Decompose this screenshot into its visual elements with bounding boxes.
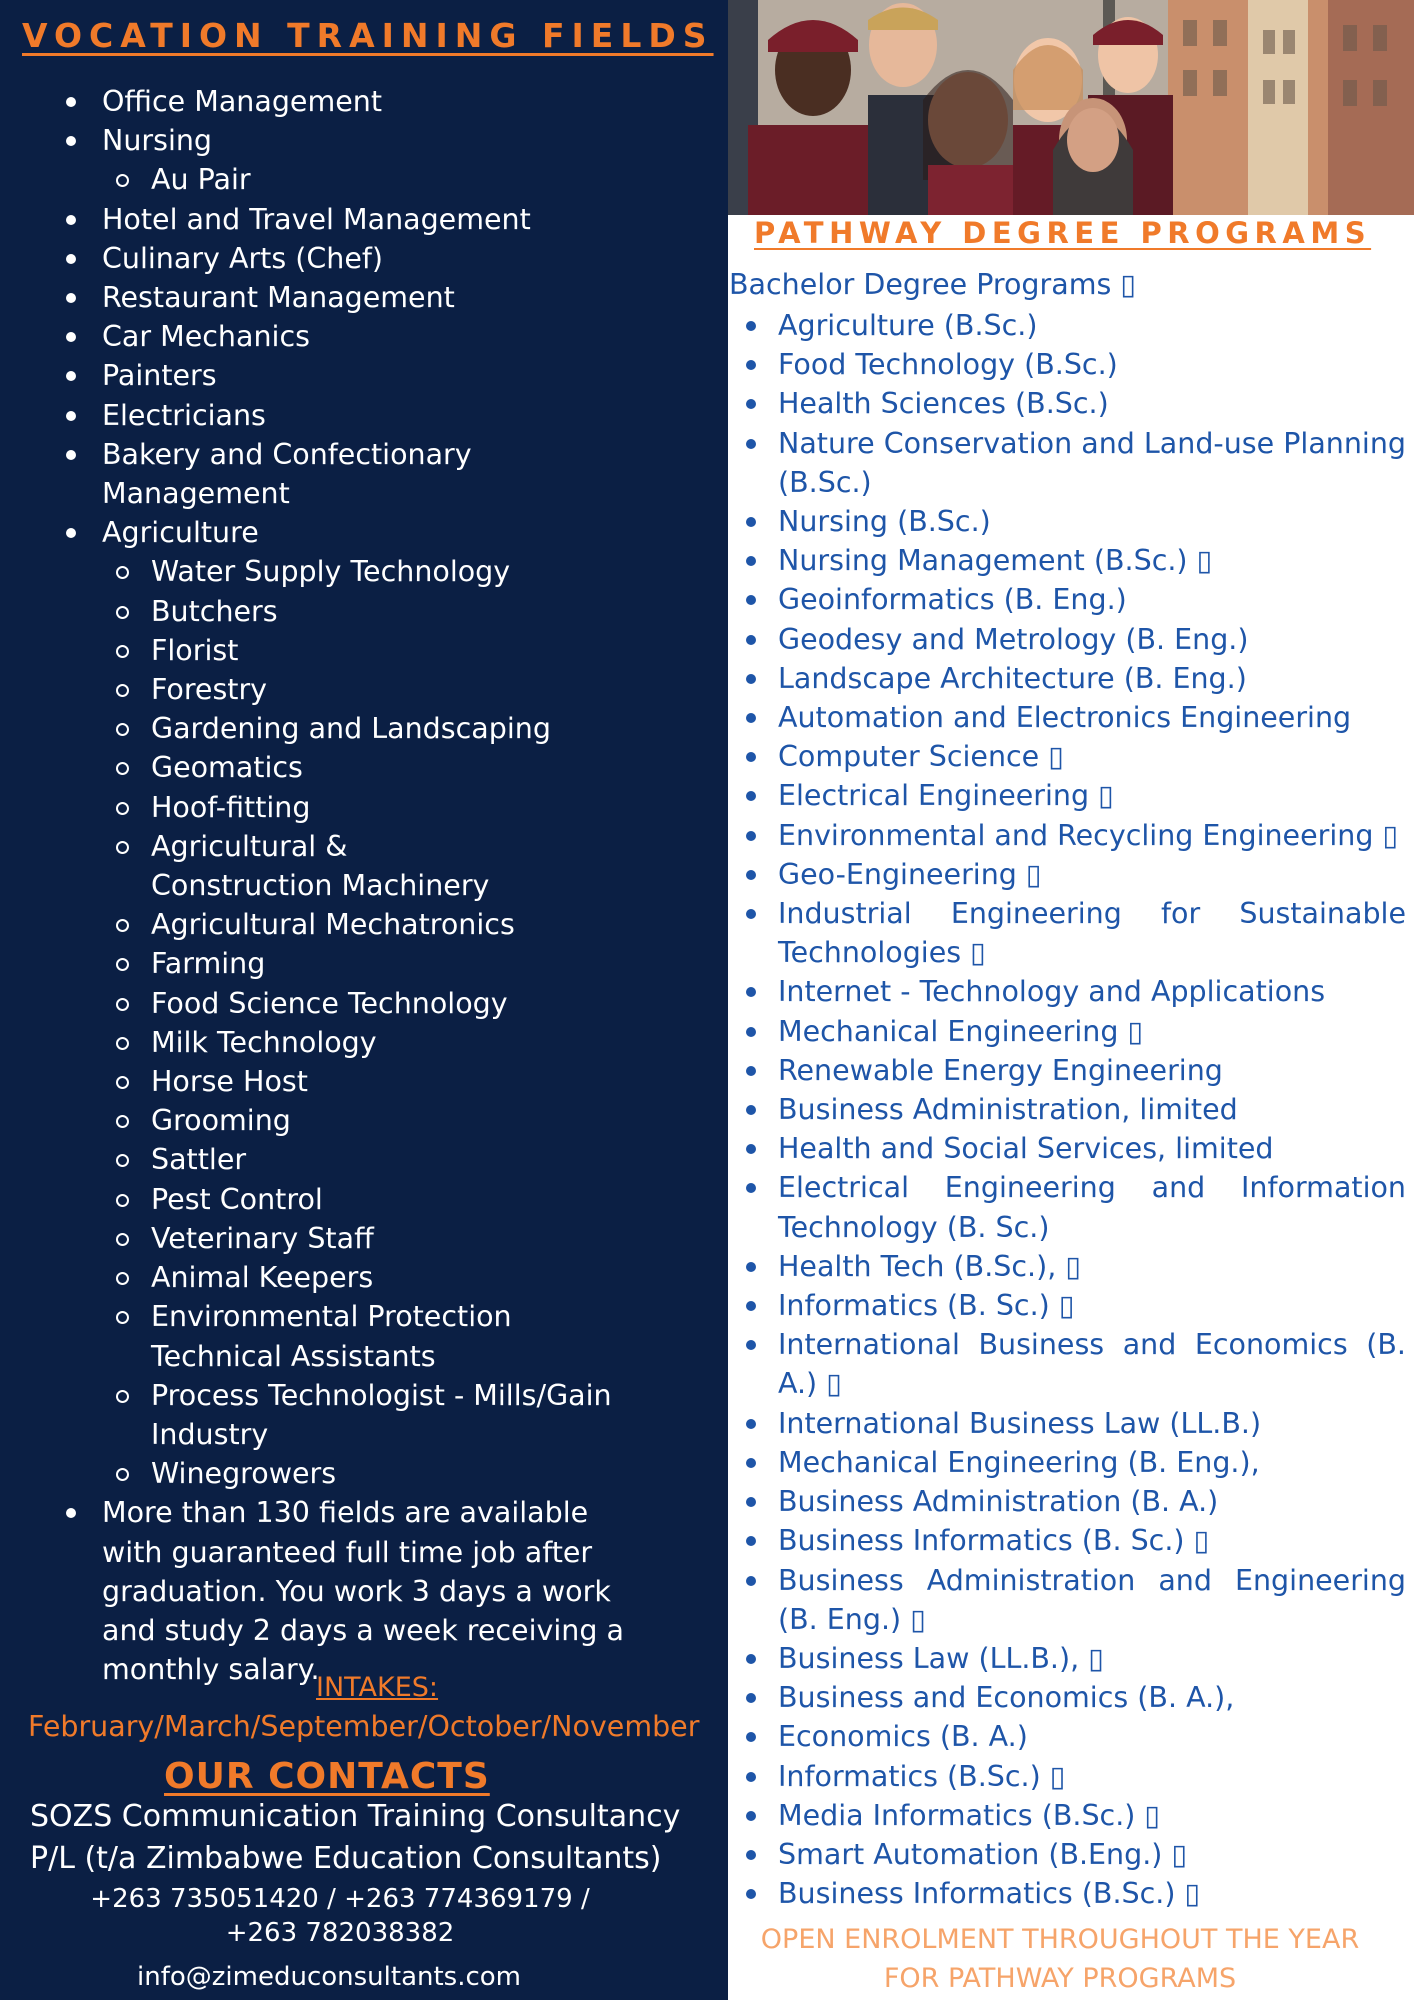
- list-item: Health Tech (B.Sc.), ▯: [746, 1247, 1406, 1286]
- intakes-months: February/March/September/October/November: [28, 1710, 700, 1743]
- list-item: Electrical Engineering ▯: [746, 776, 1406, 815]
- list-item: Informatics (B.Sc.) ▯: [746, 1757, 1406, 1796]
- sub-list-item: Water Supply Technology: [114, 552, 666, 591]
- list-item: Environmental and Recycling Engineering ▯: [746, 816, 1406, 855]
- list-item: Geoinformatics (B. Eng.): [746, 580, 1406, 619]
- sub-list-item: Hoof-fitting: [114, 788, 666, 827]
- sub-list-item: Agricultural Mechatronics: [114, 905, 666, 944]
- list-item: Nursing Au Pair: [66, 121, 666, 199]
- list-item: Hotel and Travel Management: [66, 200, 666, 239]
- list-item: Bakery and Confectionary Management: [66, 435, 486, 513]
- list-item: Business Law (LL.B.), ▯: [746, 1639, 1406, 1678]
- list-item: Car Mechanics: [66, 317, 666, 356]
- list-item: Health and Social Services, limited: [746, 1129, 1406, 1168]
- sub-list-item: Milk Technology: [114, 1023, 666, 1062]
- pathway-list: [746, 306, 1406, 1913]
- sub-list-item: Florist: [114, 631, 666, 670]
- list-item: Electricians: [66, 396, 666, 435]
- sub-list-item: Farming: [114, 944, 666, 983]
- list-item: Economics (B. A.): [746, 1717, 1406, 1756]
- list-item: Internet - Technology and Applications: [746, 972, 1406, 1011]
- sub-list-item: Geomatics: [114, 748, 666, 787]
- sub-list-item: Gardening and Landscaping: [114, 709, 666, 748]
- contacts-title: OUR CONTACTS: [164, 1756, 490, 1797]
- list-item: Electrical Engineering and Information Technology (B. Sc.): [746, 1168, 1406, 1246]
- list-item: Office Management: [66, 82, 666, 121]
- sub-list-item: Pest Control: [114, 1180, 666, 1219]
- sub-list-item: Food Science Technology: [114, 984, 666, 1023]
- sub-list-item: Forestry: [114, 670, 666, 709]
- list-item: Health Sciences (B.Sc.): [746, 384, 1406, 423]
- list-item: Industrial Engineering for Sustainable Technologies ▯: [746, 894, 1406, 972]
- students-photo: [728, 0, 1414, 215]
- list-item: Automation and Electronics Engineering: [746, 698, 1406, 737]
- sub-list-item: Animal Keepers: [114, 1258, 666, 1297]
- sub-list-item: Sattler: [114, 1140, 666, 1179]
- sub-list-item: Veterinary Staff: [114, 1219, 666, 1258]
- list-item: Nature Conservation and Land-use Planning (B.Sc.): [746, 424, 1406, 502]
- list-item: Computer Science ▯: [746, 737, 1406, 776]
- list-item: Business Informatics (B.Sc.) ▯: [746, 1874, 1406, 1913]
- list-item: Business Administration, limited: [746, 1090, 1406, 1129]
- phone-line: +263 782038382: [225, 1918, 455, 1948]
- list-item: International Business Law (LL.B.): [746, 1404, 1406, 1443]
- list-item: International Business and Economics (B. A.) ▯: [746, 1325, 1406, 1403]
- list-item: Agriculture (B.Sc.): [746, 306, 1406, 345]
- company-name: SOZS Communication Training Consultancy P/L (t/a Zimbabwe Education Consultants): [30, 1799, 681, 1876]
- sub-list-item: Horse Host: [114, 1062, 666, 1101]
- list-item: More than 130 fields are available with guaranteed full time job after graduation. You work 3 days a work and study 2 days a week receiving a monthly salary.: [66, 1493, 626, 1689]
- pathway-title: PATHWAY DEGREE PROGRAMS: [754, 216, 1372, 250]
- sub-list-item: Process Technologist - Mills/Gain Industry: [114, 1376, 634, 1454]
- sub-list-item: Grooming: [114, 1101, 666, 1140]
- sub-list-item: Butchers: [114, 592, 666, 631]
- intakes-label: INTAKES:: [316, 1672, 439, 1703]
- sub-list-item: Agricultural & Construction Machinery: [114, 827, 514, 905]
- list-item: Business and Economics (B. A.),: [746, 1678, 1406, 1717]
- sub-list-item: Environmental Protection Technical Assistants: [114, 1297, 634, 1375]
- list-item: Food Technology (B.Sc.): [746, 345, 1406, 384]
- enrolment-note: OPEN ENROLMENT THROUGHOUT THE YEAR FOR PATHWAY PROGRAMS: [760, 1924, 1360, 1994]
- list-item: Nursing Management (B.Sc.) ▯: [746, 541, 1406, 580]
- list-item: Culinary Arts (Chef): [66, 239, 666, 278]
- list-item: Mechanical Engineering (B. Eng.),: [746, 1443, 1406, 1482]
- phone-numbers: [60, 1882, 620, 1950]
- vocation-title: VOCATION TRAINING FIELDS: [22, 16, 714, 55]
- vocation-list: [66, 82, 666, 1689]
- list-item: Smart Automation (B.Eng.) ▯: [746, 1835, 1406, 1874]
- list-item: Restaurant Management: [66, 278, 666, 317]
- list-item: Business Administration (B. A.): [746, 1482, 1406, 1521]
- list-item: Renewable Energy Engineering: [746, 1051, 1406, 1090]
- sub-list: [114, 160, 666, 199]
- list-item: Informatics (B. Sc.) ▯: [746, 1286, 1406, 1325]
- phone-line: +263 735051420 / +263 774369179 /: [90, 1884, 590, 1914]
- list-item: Agriculture Water Supply Technology Butchers Florist Forestry Gardening and Landscaping Geomatics Hoof-fitting Agricultural & Construction Machinery Agricultural Mechatronics Farming Food Science Technology Milk Technology Horse Host Grooming Sattler Pest Control Veterinary Staff Animal Keepers Environmental Protection Technical Assistants Process Technologist - Mills/Gain Industry Winegrowers: [66, 513, 666, 1493]
- list-item: Business Informatics (B. Sc.) ▯: [746, 1521, 1406, 1560]
- sub-list-item: Au Pair: [114, 160, 666, 199]
- email-link[interactable]: info@zimeduconsultants.com: [137, 1962, 522, 1992]
- list-item: Landscape Architecture (B. Eng.): [746, 659, 1406, 698]
- list-item: Nursing (B.Sc.): [746, 502, 1406, 541]
- students-photo-illustration: [728, 0, 1414, 215]
- list-item: Geodesy and Metrology (B. Eng.): [746, 620, 1406, 659]
- bachelor-heading: Bachelor Degree Programs ▯: [729, 268, 1137, 301]
- list-item: Media Informatics (B.Sc.) ▯: [746, 1796, 1406, 1835]
- sub-list-item: Winegrowers: [114, 1454, 666, 1493]
- list-item: Painters: [66, 356, 666, 395]
- list-item: Business Administration and Engineering (B. Eng.) ▯: [746, 1561, 1406, 1639]
- sub-list: [114, 552, 666, 1493]
- list-item: Mechanical Engineering ▯: [746, 1012, 1406, 1051]
- list-item: Geo-Engineering ▯: [746, 855, 1406, 894]
